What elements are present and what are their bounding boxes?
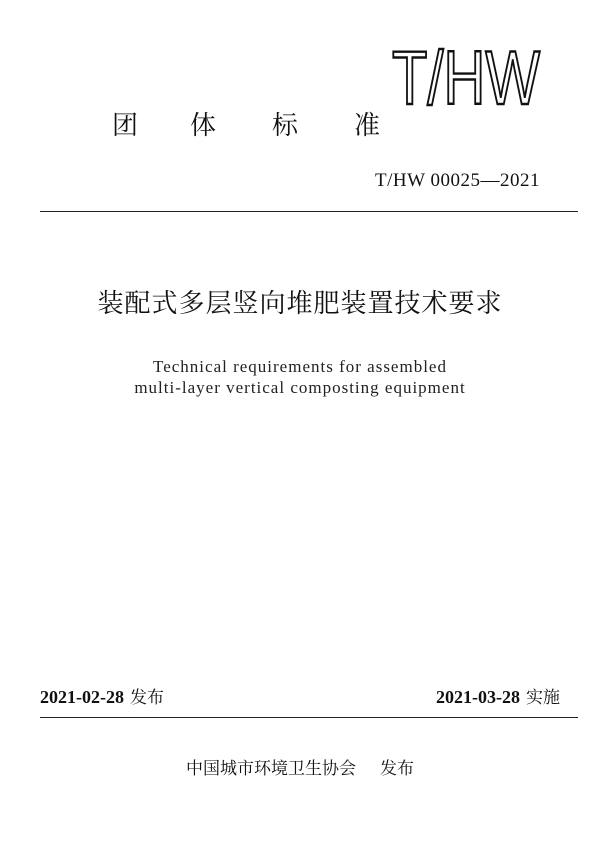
standard-type-char: 体 [190, 111, 217, 141]
standard-type [0, 108, 600, 148]
issue-date [40, 685, 164, 710]
standard-logo-mark [392, 36, 542, 121]
title-chinese: 装配式多层竖向堆肥装置技术要求 [97, 289, 503, 319]
standard-type-char: 准 [354, 111, 381, 141]
standard-logo-text: T/HW [392, 36, 541, 121]
standard-type-char: 标 [272, 111, 299, 141]
publisher-name: 中国城市环境卫生协会 [186, 759, 356, 779]
implementation-date-value: 2021-03-28 [436, 687, 520, 707]
publish-label: 发布 [380, 759, 414, 779]
issue-date-value: 2021-02-28 [40, 687, 124, 707]
publisher [0, 757, 600, 781]
title-english [0, 356, 600, 398]
implementation-date-label: 实施 [526, 688, 560, 708]
title-english-line: Technical requirements for assembled [153, 357, 447, 376]
standard-type-char: 团 [112, 111, 139, 141]
title-english-line: multi-layer vertical composting equipment [134, 378, 466, 397]
issue-date-label: 发布 [130, 688, 164, 708]
implementation-date [436, 685, 560, 710]
standard-logo [392, 36, 542, 121]
footer-divider [40, 717, 578, 718]
standard-number: T/HW 00025—2021 [375, 170, 540, 191]
header-divider [40, 211, 578, 212]
